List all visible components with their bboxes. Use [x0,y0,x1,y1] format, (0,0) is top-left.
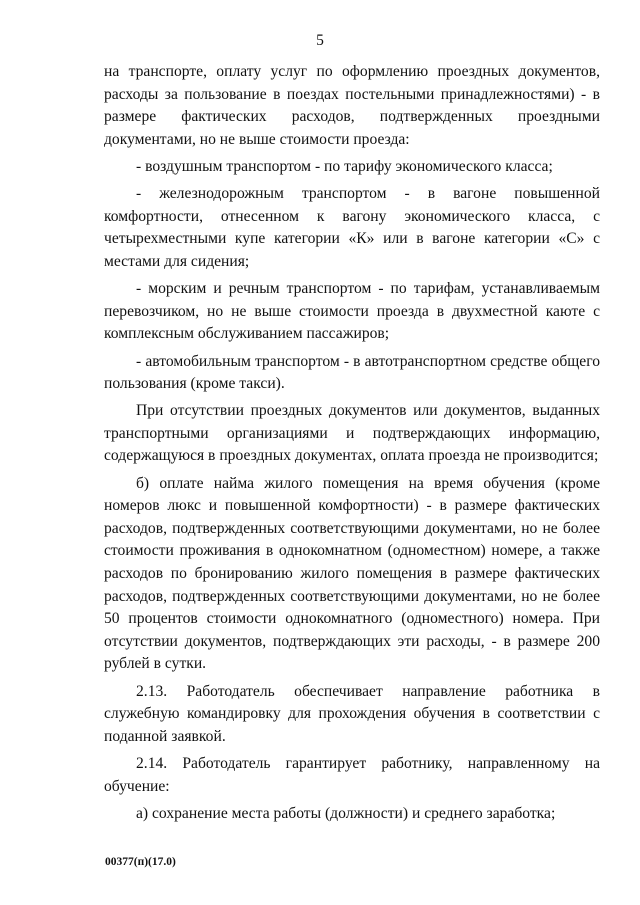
paragraph-accommodation: б) оплате найма жилого помещения на время обучения (кроме номеров люкс и повышенной комфортности) - в размере фактических расходов, подтвержденных соответствующими документами, но не более стоимости проживания в однокомнатном (одноместном) номере, а также расходов по бронированию жилого помещения в размере фактических расходов, подтвержденных соответствующими документами, но не более 50 процентов стоимости однокомнатного (одноместного) номера. При отсутствии документов, подтверждающих эти расходы, - в размере 200 рублей в сутки. [104,474,600,673]
paragraph-travel-expenses-continuation: на транспорте, оплату услуг по оформлению проездных документов, расходы за пользование в поездах постельными принадлежностями) - в размере фактических расходов, подтвержденных проездными документами, но не выше стоимости проезда: [104,63,600,148]
paragraph-rail-transport: - железнодорожным транспортом - в вагоне повышенной комфортности, отнесенном к вагону экономического класса, с четырехместными купе категории «К» или в вагоне категории «С» с местами для сидения; [104,185,600,270]
page-number: 5 [316,32,324,49]
paragraph-air-transport: - воздушным транспортом - по тарифу экономического класса; [136,157,553,175]
paragraph-sea-river-transport: - морским и речным транспортом - по тарифам, устанавливаемым перевозчиком, но не выше стоимости проезда в двухместной каюте с комплексным обслуживанием пассажиров; [104,280,600,343]
paragraph-job-retention: а) сохранение места работы (должности) и среднего заработка; [136,804,556,822]
document-code: 00377(п)(17.0) [105,856,176,868]
paragraph-clause-2-14: 2.14. Работодатель гарантирует работнику, направленному на обучение: [104,754,600,795]
paragraph-missing-documents: При отсутствии проездных документов или документов, выданных транспортными организациями и подтверждающих информацию, содержащуюся в проездных документах, оплата проезда не производится; [104,402,600,465]
document-body [104,61,600,830]
paragraph-road-transport: - автомобильным транспортом - в автотранспортном средстве общего пользования (кроме такси). [104,352,600,393]
paragraph-clause-2-13: 2.13. Работодатель обеспечивает направление работника в служебную командировку для прохождения обучения в соответствии с поданной заявкой. [104,682,600,745]
